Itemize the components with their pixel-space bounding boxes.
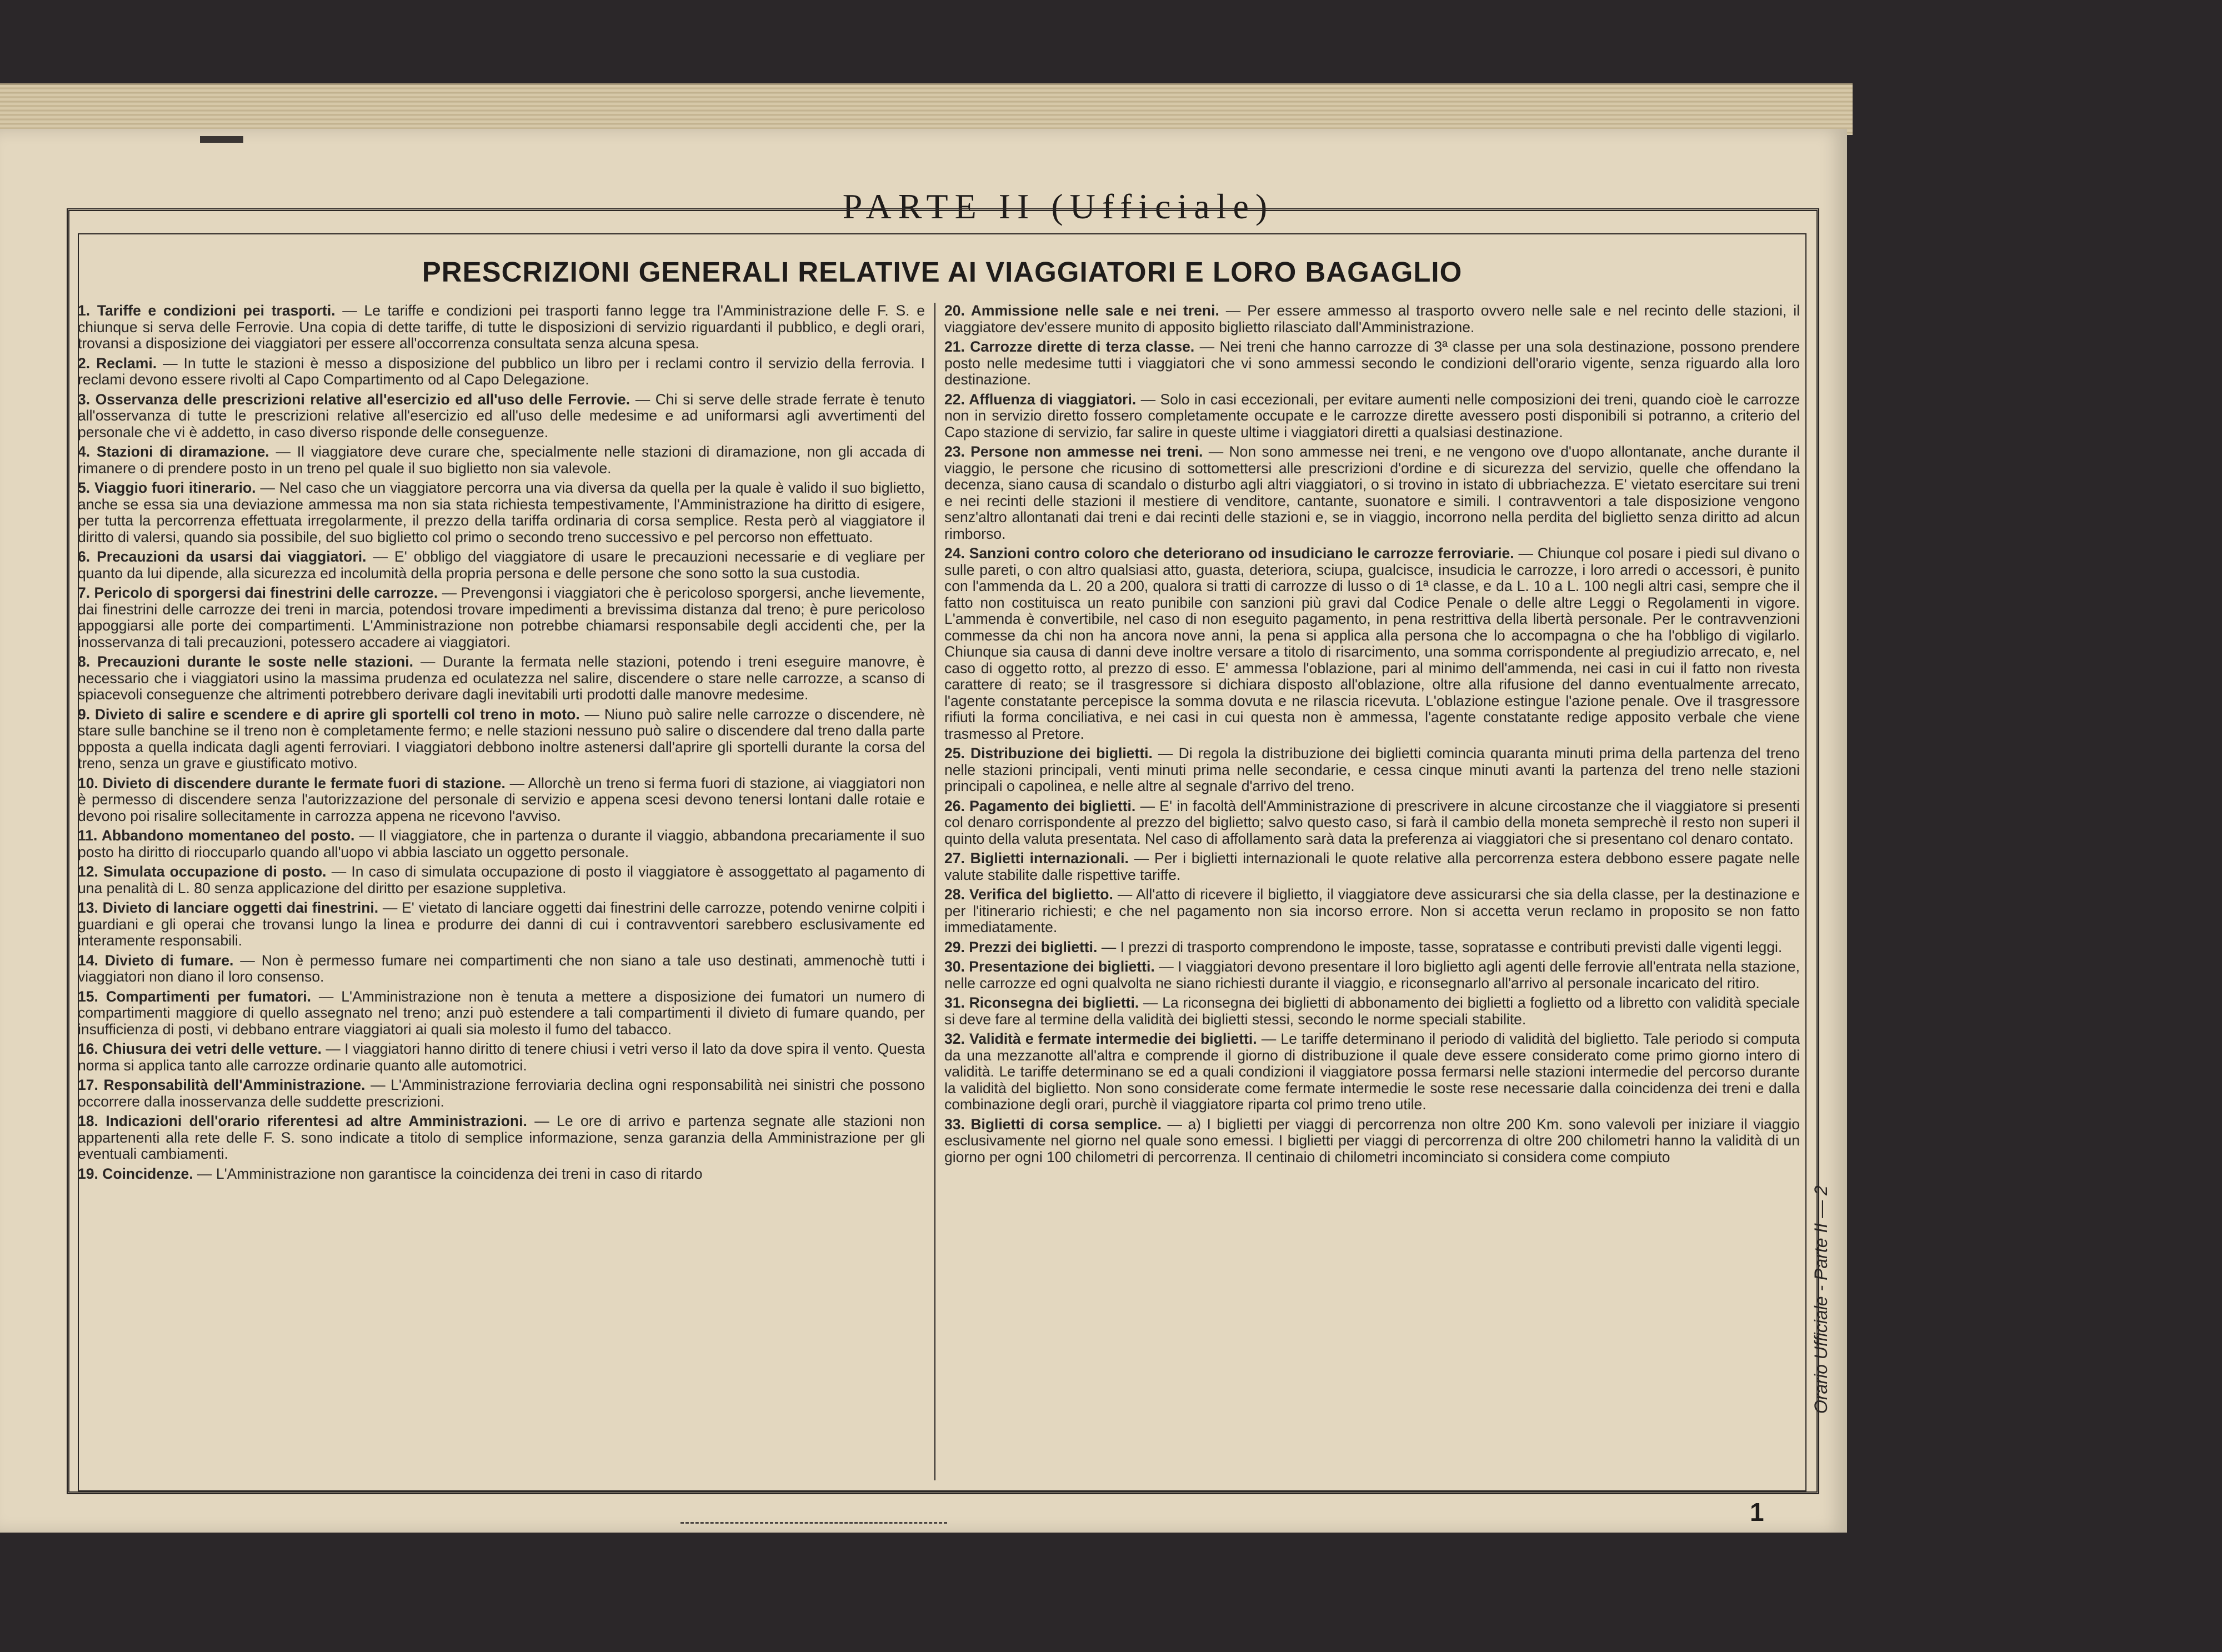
regulation-paragraph — [78, 989, 925, 1038]
regulation-paragraph — [944, 392, 1800, 441]
regulation-paragraph — [944, 939, 1800, 956]
paragraph-title: Stazioni di diramazione. — [96, 443, 276, 460]
paragraph-text: — Nel caso che un viaggiatore percorra una via diversa da quella per la quale è valido il suo biglietto, anche se essa sia una deviazione ammessa ma non sia stata richiesta tempestivamente, l'Amministrazione ha diritto di esigere, per tutta la percorrenza effettuata irregolarmente, il prezzo della tariffa ordinaria di corsa semplice. Resta però al viaggiatore il diritto di valersi, quando sia possibile, del suo biglietto col primo o secondo treno successivo e pel percorso non effettuato. — [78, 479, 925, 545]
paragraph-text: — Non sono ammesse nei treni, e ne vengono ove d'uopo allontanate, anche durante il viaggio, le persone che ricusino di sottomettersi alle prescrizioni d'ordine e di sicurezza del servizio, quelle che offendano la decenza, siano causa di scandalo o disturbo agli altri viaggiatori, o si trovino in istato di ubbriachezza. E' vietato esercitare sui treni e nei recinti delle stazioni il mestiere di venditore, cantante, suonatore e simili. I contravventori a tale disposizione vengono senz'altro allontanati dai treni e dai recinti delle stazioni e, se in viaggio, incorrono nella perdita del biglietto senza diritto ad alcun rimborso. — [944, 443, 1800, 542]
paragraph-text: — Chiunque col posare i piedi sul divano o sulle pareti, o con altro qualsiasi atto, guasta, deteriora, sciupa, gualcisce, insudicia le carrozze, i loro arredi o accessori, è punito con l'ammenda da L. 20 a 200, qualora si tratti di carrozze di lusso o di 1ª classe, e da L. 10 a L. 100 negli altri casi, sempre che il fatto non costituisca un reato punibile con sanzioni più gravi dal Codice Penale o delle altre Leggi o Regolamenti in vigore. L'ammenda è convertibile, nel caso di non eseguito pagamento, in pena restrittiva della libertà personale. Per le contravvenzioni commesse da chi non ha ancora nove anni, la pena si applica alla persona che lo accompagna o che ha l'obbligo di vigilarlo. Chiunque sia causa di danni deve inoltre versare a titolo di risarcimento, una somma corrispondente al pregiudizio arrecato, e, nel caso di oggetto rotto, al prezzo di esso. E' ammessa l'oblazione, pari al minimo dell'ammenda, nei casi in cui il fatto non rivesta carattere di reato; se il trasgressore si dichiara disposto all'oblazione, oltre alla rifusione del danno eventualmente arrecato, l'agente constatante percepisce la somma dovuta e ne rilascia ricevuta. L'oblazione estingue l'azione penale. Ove il trasgressore rifiuti la forma conciliativa, e nei casi in cui questa non è ammessa, l'agente constatante redige apposito verbale che viene trasmesso al Pretore. — [944, 545, 1800, 742]
paragraph-title: Viaggio fuori itinerario. — [94, 479, 261, 496]
regulation-paragraph — [78, 480, 925, 545]
page-number: 1 — [1750, 1498, 1764, 1526]
tab-mark — [200, 136, 243, 143]
paragraph-title: Indicazioni dell'orario riferentesi ad altre Amministrazioni. — [106, 1113, 535, 1129]
paragraph-number: 16. — [78, 1040, 103, 1057]
paragraph-title: Compartimenti per fumatori. — [106, 988, 319, 1005]
paragraph-number: 13. — [78, 899, 103, 916]
paragraph-number: 15. — [78, 988, 106, 1005]
paragraph-number: 18. — [78, 1113, 106, 1129]
paragraph-title: Prezzi dei biglietti. — [969, 938, 1102, 955]
paragraph-title: Pericolo di sporgersi dai finestrini delle carrozze. — [94, 584, 442, 601]
paragraph-number: 9. — [78, 705, 95, 723]
regulation-paragraph — [944, 303, 1800, 336]
paragraph-title: Precauzioni durante le soste nelle stazioni. — [97, 653, 421, 670]
dashed-rule — [680, 1522, 947, 1524]
paragraph-title: Verifica del biglietto. — [969, 886, 1118, 903]
paragraph-number: 11. — [78, 827, 102, 844]
regulation-paragraph — [78, 392, 925, 441]
regulation-paragraph — [78, 549, 925, 582]
regulation-paragraph — [944, 545, 1800, 742]
paragraph-number: 19. — [78, 1165, 103, 1182]
paragraph-number: 25. — [944, 745, 970, 762]
paragraph-number: 20. — [944, 303, 971, 319]
paragraph-number: 6. — [78, 548, 97, 565]
paragraph-text: — E' vietato di lanciare oggetti dai finestrini delle carrozze, potendo venirne colpiti i guardiani e gli operai che trovansi lungo la linea e produrre dei danni di cui i contravventori sarebbero esclusivamente ed interamente responsabili. — [78, 899, 925, 949]
paragraph-number: 22. — [944, 391, 969, 408]
paragraph-title: Divieto di salire e scendere e di aprire gli sportelli col treno in moto. — [94, 705, 585, 723]
paragraph-title: Divieto di discendere durante le fermate fuori di stazione. — [102, 774, 510, 792]
paragraph-number: 8. — [78, 653, 98, 670]
paragraph-text: — La riconsegna dei biglietti di abbonamento dei biglietti a foglietto od a libretto con validità speciale si deve fare al termine della validità dei biglietti stessi, secondo le norme speciali stabilite. — [944, 994, 1800, 1028]
paragraph-number: 3. — [78, 391, 96, 408]
paragraph-number: 17. — [78, 1077, 104, 1093]
paragraph-number: 27. — [944, 850, 970, 867]
paragraph-number: 33. — [944, 1115, 971, 1133]
paragraph-number: 14. — [78, 952, 105, 969]
regulation-paragraph — [78, 707, 925, 772]
paragraph-text: — I viaggiatori hanno diritto di tenere chiusi i vetri verso il lato da dove spira il vento. Questa norma si applica tanto alle carrozze ordinarie quanto alle automotrici. — [78, 1040, 925, 1074]
paragraph-text: — Prevengonsi i viaggiatori che è pericoloso sporgersi, anche lievemente, dai finestrini delle carrozze dei treni in marcia, potendosi trovare impedimenti a brevissima distanza dal treno; è pure pericoloso appoggiarsi alle porte dei compartimenti. L'Amministrazione non potrebbe chiamarsi responsabile degli accidenti che, per la inosservanza di tali precauzioni, potessero accadere ai viaggiatori. — [78, 584, 925, 650]
regulation-paragraph — [78, 303, 925, 352]
paragraph-text: — Di regola la distribuzione dei biglietti comincia quaranta minuti prima della partenza del treno nelle stazioni principali, venti minuti prima nelle secondarie, e cessa cinque minuti avanti la partenza del treno nelle stazioni principali o capolinea, e nelle altre al segnale d'arrivo del treno. — [944, 745, 1800, 794]
regulation-paragraph — [78, 1077, 925, 1110]
paragraph-text: — Per essere ammesso al trasporto ovvero nelle sale e nel recinto delle stazioni, il viaggiatore dev'essere munito di apposito biglietto rilasciato dall'Amministrazione. — [944, 303, 1800, 336]
paragraph-title: Tariffe e condizioni pei trasporti. — [97, 303, 343, 319]
paragraph-title: Carrozze dirette di terza classe. — [970, 338, 1200, 355]
paragraph-title: Chiusura dei vetri delle vetture. — [102, 1040, 326, 1057]
left-column — [78, 303, 925, 1478]
paragraph-number: 1. — [78, 303, 97, 319]
paragraph-text: — Il viaggiatore, che in partenza o durante il viaggio, abbandona precariamente il suo posto ha diritto di rioccuparlo quando all'uopo vi abbia lasciato un oggetto personale. — [78, 827, 925, 860]
paragraph-number: 23. — [944, 443, 971, 460]
column-divider — [934, 303, 935, 1480]
paragraph-title: Affluenza di viaggiatori. — [969, 391, 1141, 408]
paragraph-text: — E' in facoltà dell'Amministrazione di prescrivere in alcune circostanze che il viaggiatore si presenti col denaro corrispondente al prezzo del biglietto; salvo questo caso, si farà il cambio della moneta semprechè il resto non superi il quinto della valuta presentata. Nel caso di affollamento sarà data la preferenza ai viaggiatori che si presentano col denaro contato. — [944, 797, 1800, 847]
paragraph-title: Osservanza delle prescrizioni relative all'esercizio ed all'uso delle Ferrovie. — [95, 391, 635, 408]
side-note: Orario Ufficiale - Parte II — 2 — [1811, 1185, 1831, 1414]
regulation-paragraph — [78, 654, 925, 703]
paragraph-text: — All'atto di ricevere il biglietto, il viaggiatore deve assicurarsi che sia della classe, per la destinazione e per l'itinerario richiesti; e che nel pagamento non sia incorso errore. Non si accetta verun reclamo in proposito se non fatto immediatamente. — [944, 886, 1800, 935]
paragraph-text: — Solo in casi eccezionali, per evitare aumenti nelle composizioni dei treni, quando cioè le carrozze non in servizio diretto fossero completamente occupate e le carrozze dirette avessero posti disponibili si potranno, a criterio del Capo stazione di servizio, far salire in queste ultime i viaggiatori diretti a qualsiasi destinazione. — [944, 391, 1800, 440]
regulation-paragraph — [78, 356, 925, 388]
paragraph-title: Responsabilità dell'Amministrazione. — [103, 1077, 371, 1093]
paragraph-title: Validità e fermate intermedie dei biglietti. — [969, 1030, 1262, 1047]
paragraph-text: — E' obbligo del viaggiatore di usare le precauzioni necessarie e di vegliare per quanto da lui dipende, alla sicurezza ed incolumità della propria persona e delle persone che sono sotto la sua custodia. — [78, 548, 925, 582]
paragraph-number: 28. — [944, 886, 969, 903]
paragraph-number: 24. — [944, 545, 969, 562]
paragraph-text: — L'Amministrazione ferroviaria declina ogni responsabilità nei sinistri che possono occorrere dalla inosservanza delle suddette prescrizioni. — [78, 1077, 925, 1110]
regulation-paragraph — [944, 959, 1800, 992]
regulation-paragraph — [78, 828, 925, 860]
regulation-paragraph — [78, 900, 925, 949]
paragraph-text: — Allorchè un treno si ferma fuori di stazione, ai viaggiatori non è permesso di discendere senza l'autorizzazione del personale di servizio e appena scesi devono tenersi lontani dalle rotaie e devono poi risalire sollecitamente in carrozza appena ne ricevono l'avviso. — [78, 774, 925, 824]
regulation-paragraph — [78, 864, 925, 897]
regulation-paragraph — [78, 1041, 925, 1074]
regulation-paragraph — [78, 585, 925, 650]
regulation-paragraph — [78, 444, 925, 477]
regulation-paragraph — [944, 339, 1800, 388]
right-column — [944, 303, 1800, 1478]
paragraph-title: Ammissione nelle sale e nei treni. — [970, 303, 1226, 319]
regulation-paragraph — [944, 745, 1800, 795]
paragraph-text: — I prezzi di trasporto comprendono le imposte, tasse, sopratasse e contributi previsti dalle vigenti leggi. — [1101, 938, 1783, 955]
paragraph-text: — Il viaggiatore deve curare che, specialmente nelle stazioni di diramazione, non gli accada di rimanere o di prendere posto in un treno pel quale il suo biglietto non sia valevole. — [78, 443, 925, 477]
regulation-paragraph — [944, 887, 1800, 936]
paragraph-number: 26. — [944, 797, 970, 814]
regulation-paragraph — [944, 798, 1800, 848]
paragraph-title: Simulata occupazione di posto. — [103, 863, 332, 880]
paragraph-text: — Durante la fermata nelle stazioni, potendo i treni eseguire manovre, è necessario che i viaggiatori usino la massima prudenza ed oculatezza nel salire, discendere o stare nelle carrozze, a scanso di spiacevoli conseguenze che altrimenti potrebbero derivare dagli inevitabili urti prodotti dalle manovre medesime. — [78, 653, 925, 703]
paragraph-title: Coincidenze. — [102, 1165, 198, 1182]
paragraph-text: — Chi si serve delle strade ferrate è tenuto all'osservanza di tutte le prescrizioni relative all'esercizio ed all'uso delle medesime e ad uniformarsi agli avvertimenti del personale che vi è addetto, in caso diverso risponde delle conseguenze. — [78, 391, 925, 440]
regulation-paragraph — [78, 953, 925, 985]
paragraph-text: — L'Amministrazione non garantisce la coincidenza dei treni in caso di ritardo — [197, 1165, 703, 1182]
paragraph-number: 31. — [944, 994, 969, 1011]
paragraph-text: — Niuno può salire nelle carrozze o discendere, nè stare sulle banchine se il treno non è completamente fermo; e nelle stazioni nessuno può salire o discendere dal treno dalla parte opposta a quella indicata dagli agenti ferroviari. I viaggiatori debbono inoltre astenersi dall'aprire gli sportelli durante la corsa del treno, senza un grave e giustificato motivo. — [78, 705, 925, 772]
paragraph-title: Precauzioni da usarsi dai viaggiatori. — [97, 548, 373, 565]
paragraph-text: — Le tariffe determinano il periodo di validità del biglietto. Tale periodo si computa da una mezzanotte all'altra e comprende il giorno di distribuzione il quale deve essere considerato come primo giorno intero di validità. Le tariffe determinano se ed a quali condizioni il viaggiatore possa fermarsi nelle stazioni intermedie del percorso durante la validità del biglietto. Non sono considerate come fermate intermedie le soste rese necessarie dalla coincidenza dei treni e dalla combinazione degli orari, purchè il viaggiatore riparta col primo treno utile. — [944, 1030, 1800, 1113]
paragraph-title: Divieto di lanciare oggetti dai finestrini. — [102, 899, 383, 916]
paragraph-text: — I viaggiatori devono presentare il loro biglietto agli agenti delle ferrovie all'entrata nella stazione, nelle carrozze ed ogni qualvolta ne siano richiesti durante il viaggio, e riconsegnarlo all'arrivo al personale incaricato del ritiro. — [944, 958, 1800, 992]
regulation-paragraph — [944, 995, 1800, 1028]
paragraph-title: Biglietti di corsa semplice. — [970, 1115, 1168, 1133]
paragraph-text: — Nei treni che hanno carrozze di 3ª classe per una sola destinazione, possono prendere posto nelle medesime tutti i viaggiatori che vi sono ammessi secondo le condizioni dell'orario vigente, senza riguardo alla loro destinazione. — [944, 338, 1800, 388]
regulation-paragraph — [78, 775, 925, 825]
paragraph-title: Pagamento dei biglietti. — [969, 797, 1140, 814]
paragraph-title: Presentazione dei biglietti. — [969, 958, 1159, 975]
paragraph-number: 12. — [78, 863, 104, 880]
paragraph-title: Sanzioni contro coloro che deteriorano od insudiciano le carrozze ferroviarie. — [969, 545, 1519, 562]
main-heading: PRESCRIZIONI GENERALI RELATIVE AI VIAGGIATORI E LORO BAGAGLIO — [422, 256, 1463, 288]
paragraph-title: Biglietti internazionali. — [970, 850, 1134, 867]
paragraph-title: Riconsegna dei biglietti. — [969, 994, 1143, 1011]
paragraph-text: — In caso di simulata occupazione di posto il viaggiatore è assoggettato al pagamento di una penalità di L. 80 senza applicazione del diritto per esazione suppletiva. — [78, 863, 925, 897]
regulation-paragraph — [944, 850, 1800, 883]
paragraph-number: 5. — [78, 479, 94, 496]
regulation-paragraph — [944, 1031, 1800, 1113]
parte-title: PARTE II (Ufficiale) — [842, 187, 1274, 226]
paragraph-number: 7. — [78, 584, 94, 601]
regulation-paragraph — [944, 1117, 1800, 1166]
paragraph-number: 21. — [944, 338, 970, 355]
paragraph-number: 2. — [78, 354, 97, 372]
paragraph-number: 32. — [944, 1030, 969, 1047]
paragraph-title: Distribuzione dei biglietti. — [970, 745, 1158, 762]
paragraph-text: — Non è permesso fumare nei compartimenti che non siano a tale uso destinati, ammenochè tutti i viaggiatori non diano il loro consenso. — [78, 952, 925, 985]
paragraph-text: — L'Amministrazione non è tenuta a mettere a disposizione dei fumatori un numero di compartimenti maggiore di quello assegnato nel treno; anzi può estendere a tali compartimenti il divieto di fumare quando, per insufficienza di posti, vi debbano entrare viaggiatori ai quali sia molesto il fumo del tabacco. — [78, 988, 925, 1038]
regulation-paragraph — [944, 444, 1800, 542]
book-page-edges — [0, 83, 1853, 135]
paragraph-text: — Le tariffe e condizioni pei trasporti fanno legge tra l'Amministrazione delle F. S. e chiunque si serva delle Ferrovie. Una copia di dette tariffe, di tutte le disposizioni di servizio riguardanti il pubblico, e degli orari, trovansi a disposizione dei viaggiatori per essere all'occorrenza consultata senza alcuna spesa. — [78, 303, 925, 352]
paragraph-title: Abbandono momentaneo del posto. — [101, 827, 359, 844]
paragraph-number: 10. — [78, 774, 103, 792]
paragraph-text: — In tutte le stazioni è messo a disposizione del pubblico un libro per i reclami contro il servizio della ferrovia. I reclami devono essere rivolti al Capo Compartimento od al Capo Delegazione. — [78, 354, 925, 388]
regulation-paragraph — [78, 1166, 925, 1183]
paragraph-text: — Per i biglietti internazionali le quote relative alla percorrenza estera debbono essere pagate nelle valute stabilite dalle rispettive tariffe. — [944, 850, 1800, 883]
paragraph-title: Divieto di fumare. — [104, 952, 241, 969]
paragraph-number: 30. — [944, 958, 969, 975]
paragraph-title: Persone non ammesse nei treni. — [970, 443, 1209, 460]
paragraph-number: 4. — [78, 443, 97, 460]
paragraph-number: 29. — [944, 938, 969, 955]
paragraph-text: — Le ore di arrivo e partenza segnate alle stazioni non appartenenti alla rete delle F. S. sono indicate a titolo di semplice informazione, senza garanzia della Amministrazione per gli eventuali cambiamenti. — [78, 1113, 925, 1162]
paragraph-text: — a) I biglietti per viaggi di percorrenza non oltre 200 Km. sono valevoli per iniziare il viaggio esclusivamente nel giorno nel quale sono emessi. I biglietti per viaggi di percorrenza di oltre 200 chilometri hanno la validità di un giorno per ogni 100 chilometri di percorrenza. Il centinaio di chilometri incominciato si considera come compiuto — [944, 1115, 1800, 1165]
paragraph-title: Reclami. — [96, 354, 163, 372]
regulation-paragraph — [78, 1113, 925, 1163]
